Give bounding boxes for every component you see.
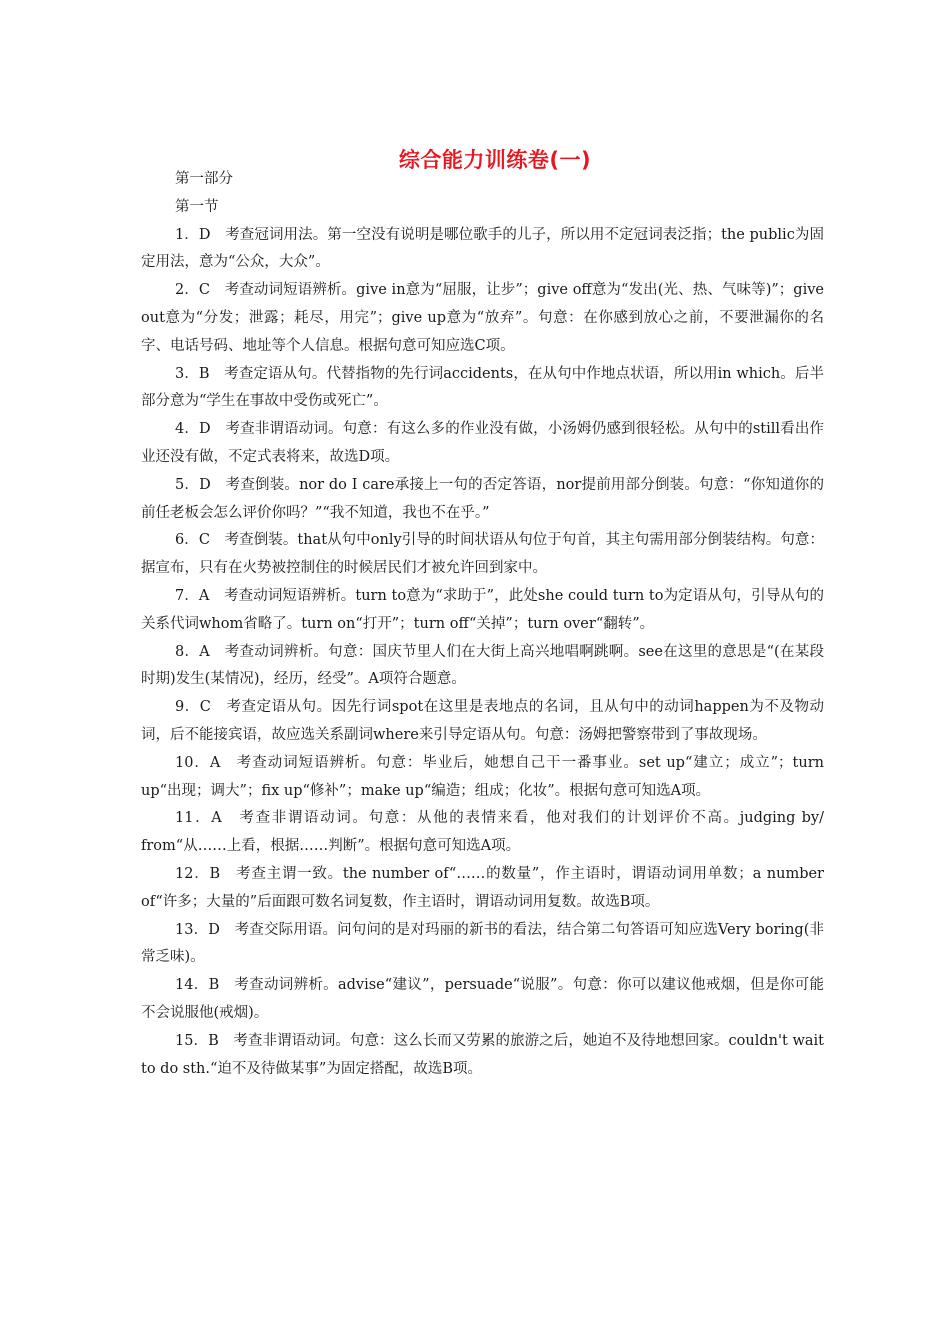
answer-item: 4．D 考查非谓语动词。句意：有这么多的作业没有做，小汤姆仍感到很轻松。从句中的still看出作业还没有做，不定式表将来，故选D项。 [141, 421, 824, 465]
answer-item: 12．B 考查主谓一致。the number of“……的数量”，作主语时，谓语动词用单数；a number of“许多；大量的”后面跟可数名词复数，作主语时，谓语动词用复数。故选B项。 [141, 865, 824, 910]
answer-item: 5．D 考查倒装。nor do I care承接上一句的否定答语，nor提前用部分倒装。句意：“你知道你的前任老板会怎么评价你吗？”“我不知道，我也不在乎。” [141, 476, 824, 521]
answer-item: 14．B 考查动词辨析。advise“建议”，persuade“说服”。句意：你可以建议他戒烟，但是你可能不会说服他(戒烟)。 [141, 977, 824, 1021]
answer-item: 11．A 考查非谓语动词。句意：从他的表情来看，他对我们的计划评价不高。judging by/ from“从……上看，根据……判断”。根据句意可知选A项。 [141, 810, 824, 855]
answer-item: 2．C 考查动词短语辨析。give in意为“屈服，让步”；give off意为“发出(光、热、气味等)”；give out意为“分发；泄露；耗尽，用完”；give up意为“放弃”。句意：在你感到放心之前，不要泄漏你的名字、电话号码、地址等个人信息。根据句意可知应选C项。 [141, 282, 824, 354]
answer-item: 3．B 考查定语从句。代替指物的先行词accidents，在从句中作地点状语，所以用in which。后半部分意为“学生在事故中受伤或死亡”。 [141, 365, 824, 410]
part-heading: 第一部分 [175, 171, 233, 187]
answer-item: 8．A 考查动词辨析。句意：国庆节里人们在大街上高兴地唱啊跳啊。see在这里的意思是“(在某段时期)发生(某情况)，经历，经受”。A项符合题意。 [141, 643, 824, 688]
document-title: 综合能力训练卷(一) [398, 148, 592, 172]
answer-content [141, 166, 824, 1083]
answer-item: 7．A 考查动词短语辨析。turn to意为“求助于”，此处she could turn to为定语从句，引导从句的关系代词whom省略了。turn on“打开”；turn off“关掉”；turn over“翻转”。 [141, 587, 824, 632]
answer-item: 1．D 考查冠词用法。第一空没有说明是哪位歌手的儿子，所以用不定冠词表泛指；the public为固定用法，意为“公众，大众”。 [141, 226, 824, 271]
section-heading: 第一节 [175, 198, 219, 215]
answer-item: 15．B 考查非谓语动词。句意：这么长而又劳累的旅游之后，她迫不及待地想回家。couldn't wait to do sth.“迫不及待做某事”为固定搭配，故选B项。 [141, 1032, 824, 1077]
answer-item: 6．C 考查倒装。that从句中only引导的时间状语从句位于句首，其主句需用部分倒装结构。句意：据宣布，只有在火势被控制住的时候居民们才被允许回到家中。 [141, 532, 824, 577]
answer-item: 13．D 考查交际用语。问句问的是对玛丽的新书的看法，结合第二句答语可知应选Very boring(非常乏味)。 [141, 921, 824, 966]
answer-item: 10．A 考查动词短语辨析。句意：毕业后，她想自己干一番事业。set up“建立；成立”；turn up“出现；调大”；fix up“修补”；make up“编造；组成；化妆”。根据句意可知选A项。 [141, 754, 824, 799]
answer-item: 9．C 考查定语从句。因先行词spot在这里是表地点的名词，且从句中的动词happen为不及物动词，后不能接宾语，故应选关系副词where来引导定语从句。句意：汤姆把警察带到了事故现场。 [141, 699, 824, 743]
